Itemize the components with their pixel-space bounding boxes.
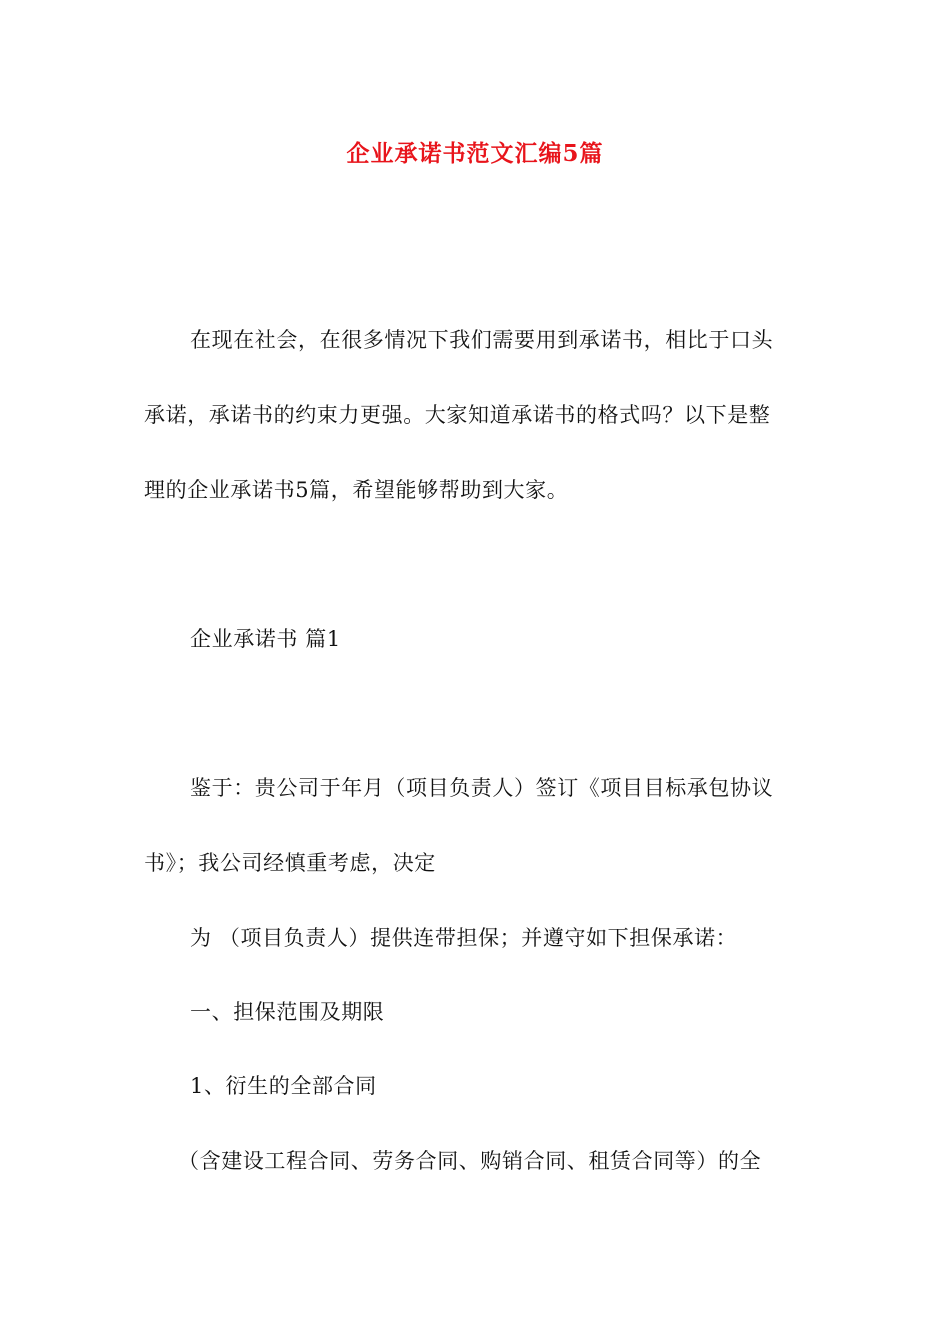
intro-line-1: 在现在社会，在很多情况下我们需要用到承诺书，相比于口头 — [190, 328, 774, 352]
section-heading: 企业承诺书 篇1 — [190, 627, 341, 651]
body-line-3: 为 （项目负责人）提供连带担保；并遵守如下担保承诺： — [190, 926, 738, 950]
body-line-6: （含建设工程合同、劳务合同、购销合同、租赁合同等）的全 — [178, 1149, 762, 1173]
body-line-1: 鉴于：贵公司于年月（项目负责人）签订《项目目标承包协议 — [190, 776, 774, 800]
body-line-2: 书》；我公司经慎重考虑，决定 — [144, 851, 436, 875]
body-line-5: 1、衍生的全部合同 — [190, 1074, 377, 1098]
document-title: 企业承诺书范文汇编5篇 — [346, 140, 604, 167]
body-line-4: 一、担保范围及期限 — [190, 1000, 385, 1024]
intro-line-2: 承诺，承诺书的约束力更强。大家知道承诺书的格式吗？以下是整 — [144, 403, 771, 427]
intro-line-3: 理的企业承诺书5篇，希望能够帮助到大家。 — [144, 478, 569, 502]
